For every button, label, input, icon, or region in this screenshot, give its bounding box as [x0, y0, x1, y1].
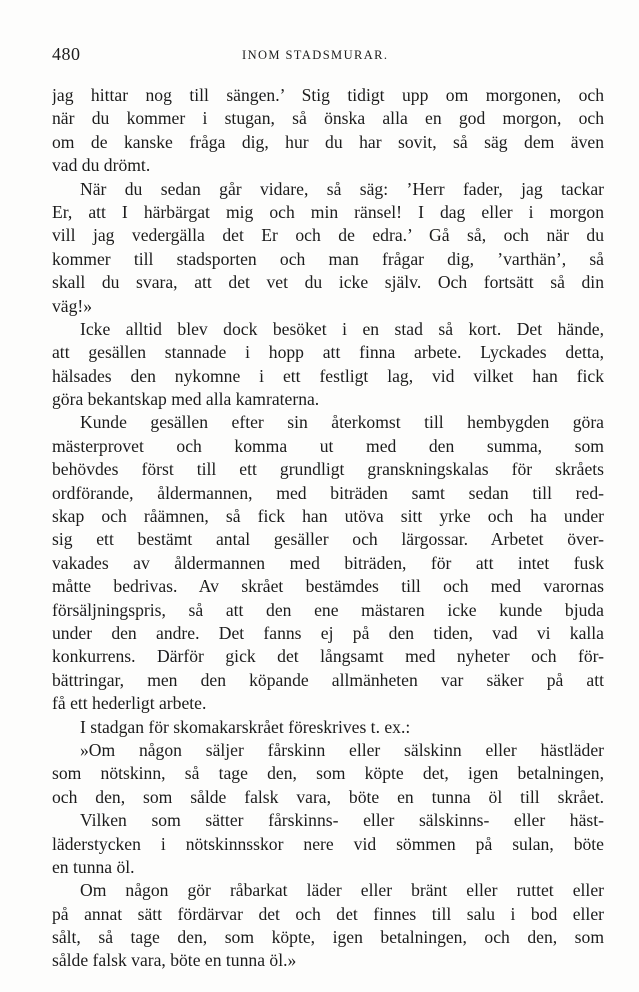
text-line: »Om någon säljer fårskinn eller sälskinn eller hästläder — [80, 739, 604, 760]
text-line: skap och råämnen, så fick han utöva sitt yrke och ha under — [52, 506, 604, 527]
text-line: måtte bedrivas. Av skrået bestämdes till och med varornas — [52, 576, 604, 597]
text-line: skall du svara, att det vet du icke själv. Och fortsätt så din — [52, 272, 604, 293]
page-header — [52, 44, 605, 68]
text-line: sig ett bestämt antal gesäller och lärgossar. Arbetet över- — [52, 529, 604, 550]
running-title: INOM STADSMURAR. — [242, 48, 389, 62]
text-line: jag hittar nog till sängen.’ Stig tidigt upp om morgonen, och — [52, 85, 604, 105]
text-line: vill jag vedergälla det Er och de edra.’ Gå så, och när du — [52, 225, 604, 246]
text-line: hälsades den nykomne i ett festligt lag, vid vilket han fick — [52, 365, 604, 386]
text-line: bättringar, men den köpande allmänheten var säker på att — [52, 669, 604, 690]
text-line: på annat sätt fördärvar det och det finnes till salu i bod eller — [52, 903, 604, 924]
text-line: läderstycken i nötskinnsskor nere vid sömmen på sulan, böte — [52, 833, 604, 854]
body-text — [52, 84, 604, 973]
text-line: mästerprovet och komma ut med den summa, som — [52, 435, 604, 456]
text-line: försäljningspris, så att den ene mästaren icke kunde bjuda — [52, 599, 604, 620]
text-line: kommer till stadsporten och man frågar dig, ’varthän’, så — [52, 248, 604, 269]
text-line: vad du drömt. — [52, 155, 151, 176]
text-line: sålt, så tage den, som köpte, igen betalningen, och den, som — [52, 927, 604, 948]
text-line: under den andre. Det fanns ej på den tiden, vad vi kalla — [52, 622, 604, 643]
text-line: sålde falsk vara, böte en tunna öl.» — [52, 950, 297, 971]
text-line: vakades av åldermannen med biträden, för att intet fusk — [52, 552, 604, 573]
text-line: Er, att I härbärgat mig och min ränsel! I dag eller i morgon — [52, 201, 604, 222]
text-line: väg!» — [52, 295, 93, 316]
text-line: Vilken som sätter fårskinns- eller sälskinns- eller häst- — [80, 810, 604, 831]
text-line: Kunde gesällen efter sin återkomst till hembygden göra — [80, 412, 604, 433]
text-line: Icke alltid blev dock besöket i en stad så kort. Det hände, — [80, 318, 604, 339]
text-line: konkurrens. Därför gick det långsamt med nyheter och för- — [52, 646, 604, 667]
text-line: När du sedan går vidare, så säg: ’Herr fader, jag tackar — [80, 178, 604, 199]
text-line: få ett hederligt arbete. — [52, 693, 207, 714]
text-line: göra bekantskap med alla kamraterna. — [52, 389, 320, 410]
text-line: Om någon gör råbarkat läder eller bränt eller ruttet eller — [80, 880, 604, 901]
text-line: att gesällen stannade i hopp att finna arbete. Lyckades detta, — [52, 342, 604, 363]
text-line: ordförande, åldermannen, med biträden samt sedan till red- — [52, 482, 604, 503]
text-line: och den, som sålde falsk vara, böte en tunna öl till skrået. — [52, 786, 604, 807]
text-line: om de kanske fråga dig, hur du har sovit, så säg dem även — [52, 131, 604, 152]
text-line: när du kommer i stugan, så önska alla en god morgon, och — [52, 108, 604, 129]
text-line: som nötskinn, så tage den, som köpte det, igen betalningen, — [52, 763, 604, 784]
text-line: en tunna öl. — [52, 856, 135, 877]
text-line: behövdes först till ett grundligt granskningskalas för skråets — [52, 459, 604, 480]
page-number: 480 — [52, 44, 81, 64]
text-line: I stadgan för skomakarskrået föreskrives t. ex.: — [80, 716, 411, 737]
